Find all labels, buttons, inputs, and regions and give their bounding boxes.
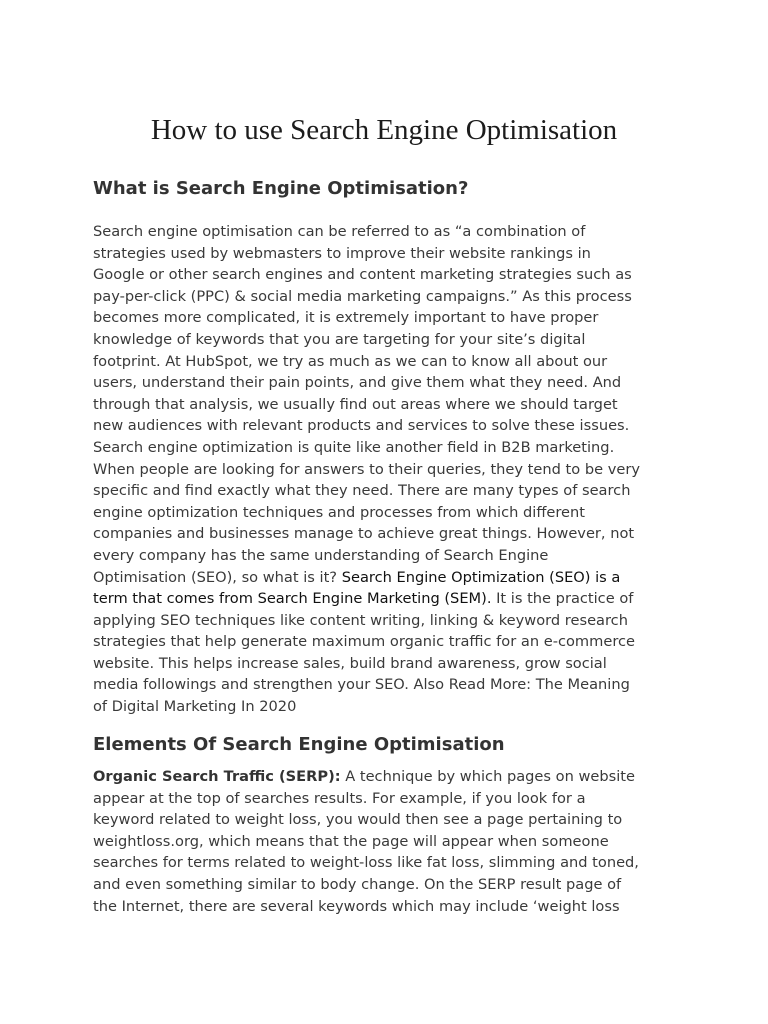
organic-traffic-label: Organic Search Traffic (SERP): <box>93 768 341 785</box>
paragraph-line: Google or other search engines and content marketing strategies such as <box>93 266 632 284</box>
paragraph-line: the Internet, there are several keywords which may include ‘weight loss <box>93 897 620 915</box>
section-heading-what-is-seo: What is Search Engine Optimisation? <box>93 178 469 199</box>
paragraph-line: users, understand their pain points, and give them what they need. And <box>93 374 622 392</box>
paragraph-line: footprint. At HubSpot, we try as much as we can to know all about our <box>93 352 608 370</box>
intro-paragraph <box>93 221 678 718</box>
paragraph-line: pay-per-click (PPC) & social media marketing campaigns.” As this process <box>93 287 632 305</box>
section-heading-elements: Elements Of Search Engine Optimisation <box>93 734 505 755</box>
paragraph-text: It is the practice of <box>491 590 634 608</box>
paragraph-line: and even something similar to body change. On the SERP result page of <box>93 875 622 893</box>
paragraph-line: becomes more complicated, it is extremely important to have proper <box>93 309 599 327</box>
paragraph-line: website. This helps increase sales, build brand awareness, grow social <box>93 654 607 672</box>
document-title: How to use Search Engine Optimisation <box>150 114 618 146</box>
paragraph-line: specific and find exactly what they need. There are many types of search <box>93 482 631 500</box>
paragraph-line: new audiences with relevant products and services to solve these issues. <box>93 417 630 435</box>
paragraph-line: strategies that help generate maximum organic traffic for an e-commerce <box>93 633 635 651</box>
paragraph-line: Search engine optimization is quite like another field in B2B marketing. <box>93 438 615 456</box>
paragraph-line: every company has the same understanding of Search Engine <box>93 546 549 564</box>
paragraph-line: companies and businesses manage to achieve great things. However, not <box>93 525 635 543</box>
paragraph-text: Optimisation (SEO), so what is it? <box>93 568 342 586</box>
paragraph-line: strategies used by webmasters to improve their website rankings in <box>93 244 591 262</box>
paragraph-line: appear at the top of searches results. For example, if you look for a <box>93 789 586 807</box>
paragraph-line: engine optimization techniques and processes from which different <box>93 503 585 521</box>
paragraph-text: A technique by which pages on website <box>340 768 635 785</box>
paragraph-line: media followings and strengthen your SEO. Also Read More: The Meaning <box>93 676 630 694</box>
paragraph-line: weightloss.org, which means that the page will appear when someone <box>93 832 609 850</box>
paragraph-line <box>93 588 678 610</box>
paragraph-line: Search engine optimisation can be referred to as “a combination of <box>93 223 586 240</box>
paragraph-line <box>93 567 678 589</box>
seo-definition-link[interactable]: Search Engine Optimization (SEO) is a <box>341 568 621 586</box>
paragraph-line <box>93 766 678 788</box>
paragraph-line: applying SEO techniques like content writing, linking & keyword research <box>93 611 628 629</box>
paragraph-line: When people are looking for answers to their queries, they tend to be very <box>93 460 640 478</box>
paragraph-line: knowledge of keywords that you are targeting for your site’s digital <box>93 330 586 348</box>
paragraph-line: through that analysis, we usually find out areas where we should target <box>93 395 618 413</box>
paragraph-line: keyword related to weight loss, you would then see a page pertaining to <box>93 811 623 829</box>
seo-definition-link-continued[interactable]: term that comes from Search Engine Marketing (SEM). <box>93 590 492 608</box>
organic-traffic-paragraph <box>93 766 678 917</box>
paragraph-line: of Digital Marketing In 2020 <box>93 698 297 716</box>
paragraph-line: searches for terms related to weight-loss like fat loss, slimming and toned, <box>93 854 639 872</box>
